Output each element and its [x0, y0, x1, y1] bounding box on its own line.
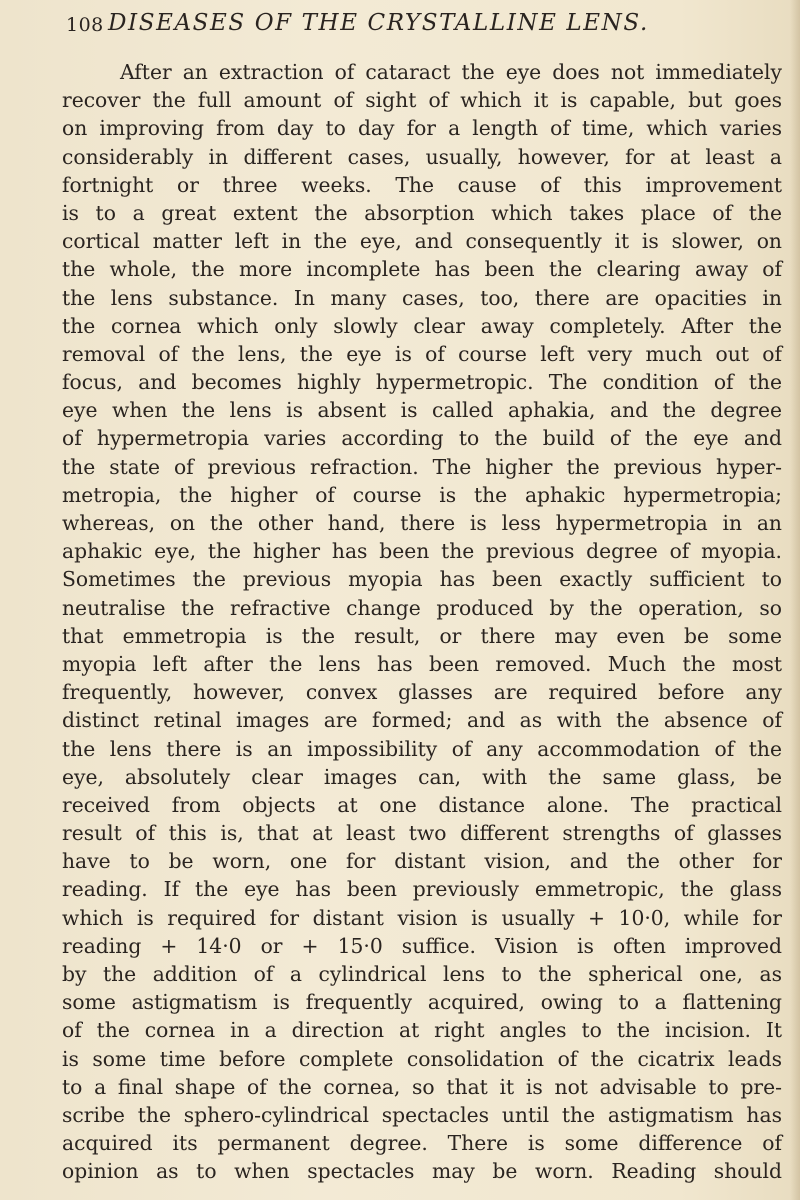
text-line: fortnight or three weeks. The cause of this improvement	[62, 172, 782, 197]
text-line: Sometimes the previous myopia has been exactly sufficient to	[62, 567, 782, 592]
text-line: considerably in different cases, usually, however, for at least a	[62, 144, 782, 169]
text-line: received from objects at one distance alone. The practical	[62, 792, 782, 817]
text-line: of the cornea in a direction at right angles to the incision. It	[62, 1018, 782, 1043]
text-line: removal of the lens, the eye is of course left very much out of	[62, 341, 782, 366]
text-line: the cornea which only slowly clear away completely. After the	[62, 313, 782, 338]
text-line: cortical matter left in the eye, and consequently it is slower, on	[62, 229, 782, 254]
text-line: After an extraction of cataract the eye does not immediately	[120, 60, 782, 84]
text-line: of hypermetropia varies according to the build of the eye and	[62, 426, 782, 451]
page-edge-shadow	[790, 0, 800, 1200]
text-line: recover the full amount of sight of which it is capable, but goes	[62, 88, 782, 113]
text-line: the lens substance. In many cases, too, there are opacities in	[62, 285, 782, 310]
text-line: on improving from day to day for a length of time, which varies	[62, 116, 782, 141]
page-header	[66, 4, 786, 44]
text-line: focus, and becomes highly hypermetropic. The condition of the	[62, 370, 782, 395]
body-text	[62, 58, 782, 1186]
text-line: is to a great extent the absorption which takes place of the	[62, 200, 782, 225]
text-line: myopia left after the lens has been removed. Much the most	[62, 651, 782, 676]
text-line: have to be worn, one for distant vision, and the other for	[62, 849, 782, 874]
text-line: eye, absolutely clear images can, with the same glass, be	[62, 764, 782, 789]
text-line: scribe the sphero-cylindrical spectacles until the astigmatism has	[62, 1102, 782, 1127]
text-line: reading + 14·0 or + 15·0 suffice. Vision is often improved	[62, 933, 782, 958]
text-line: which is required for distant vision is usually + 10·0, while for	[62, 905, 782, 930]
text-line: eye when the lens is absent is called aphakia, and the degree	[62, 398, 782, 423]
text-line: whereas, on the other hand, there is less hypermetropia in an	[62, 511, 782, 535]
text-line: the whole, the more incomplete has been the clearing away of	[62, 257, 782, 282]
text-line: some astigmatism is frequently acquired, owing to a flattening	[62, 990, 782, 1015]
text-line: frequently, however, convex glasses are required before any	[62, 680, 782, 705]
text-line: metropia, the higher of course is the aphakic hypermetropia;	[62, 482, 782, 507]
text-line: aphakic eye, the higher has been the previous degree of myopia.	[62, 539, 782, 564]
text-line: that emmetropia is the result, or there may even be some	[62, 623, 782, 648]
running-head: DISEASES OF THE CRYSTALLINE LENS.	[108, 10, 649, 36]
text-line: is some time before complete consolidation of the cicatrix leads	[62, 1046, 782, 1071]
text-line: to a final shape of the cornea, so that it is not advisable to pre-	[62, 1074, 782, 1099]
text-line: result of this is, that at least two different strengths of glasses	[62, 821, 782, 846]
text-line: distinct retinal images are formed; and as with the absence of	[62, 708, 782, 733]
text-line: the state of previous refraction. The higher the previous hyper-	[62, 454, 782, 479]
page-number: 108	[66, 14, 104, 36]
text-line: reading. If the eye has been previously emmetropic, the glass	[62, 877, 782, 902]
text-line: opinion as to when spectacles may be worn. Reading should	[62, 1159, 782, 1184]
text-line: neutralise the refractive change produced by the operation, so	[62, 595, 782, 620]
text-line: acquired its permanent degree. There is some difference of	[62, 1131, 782, 1156]
text-line: the lens there is an impossibility of any accommodation of the	[62, 736, 782, 761]
text-line: by the addition of a cylindrical lens to the spherical one, as	[62, 962, 782, 986]
